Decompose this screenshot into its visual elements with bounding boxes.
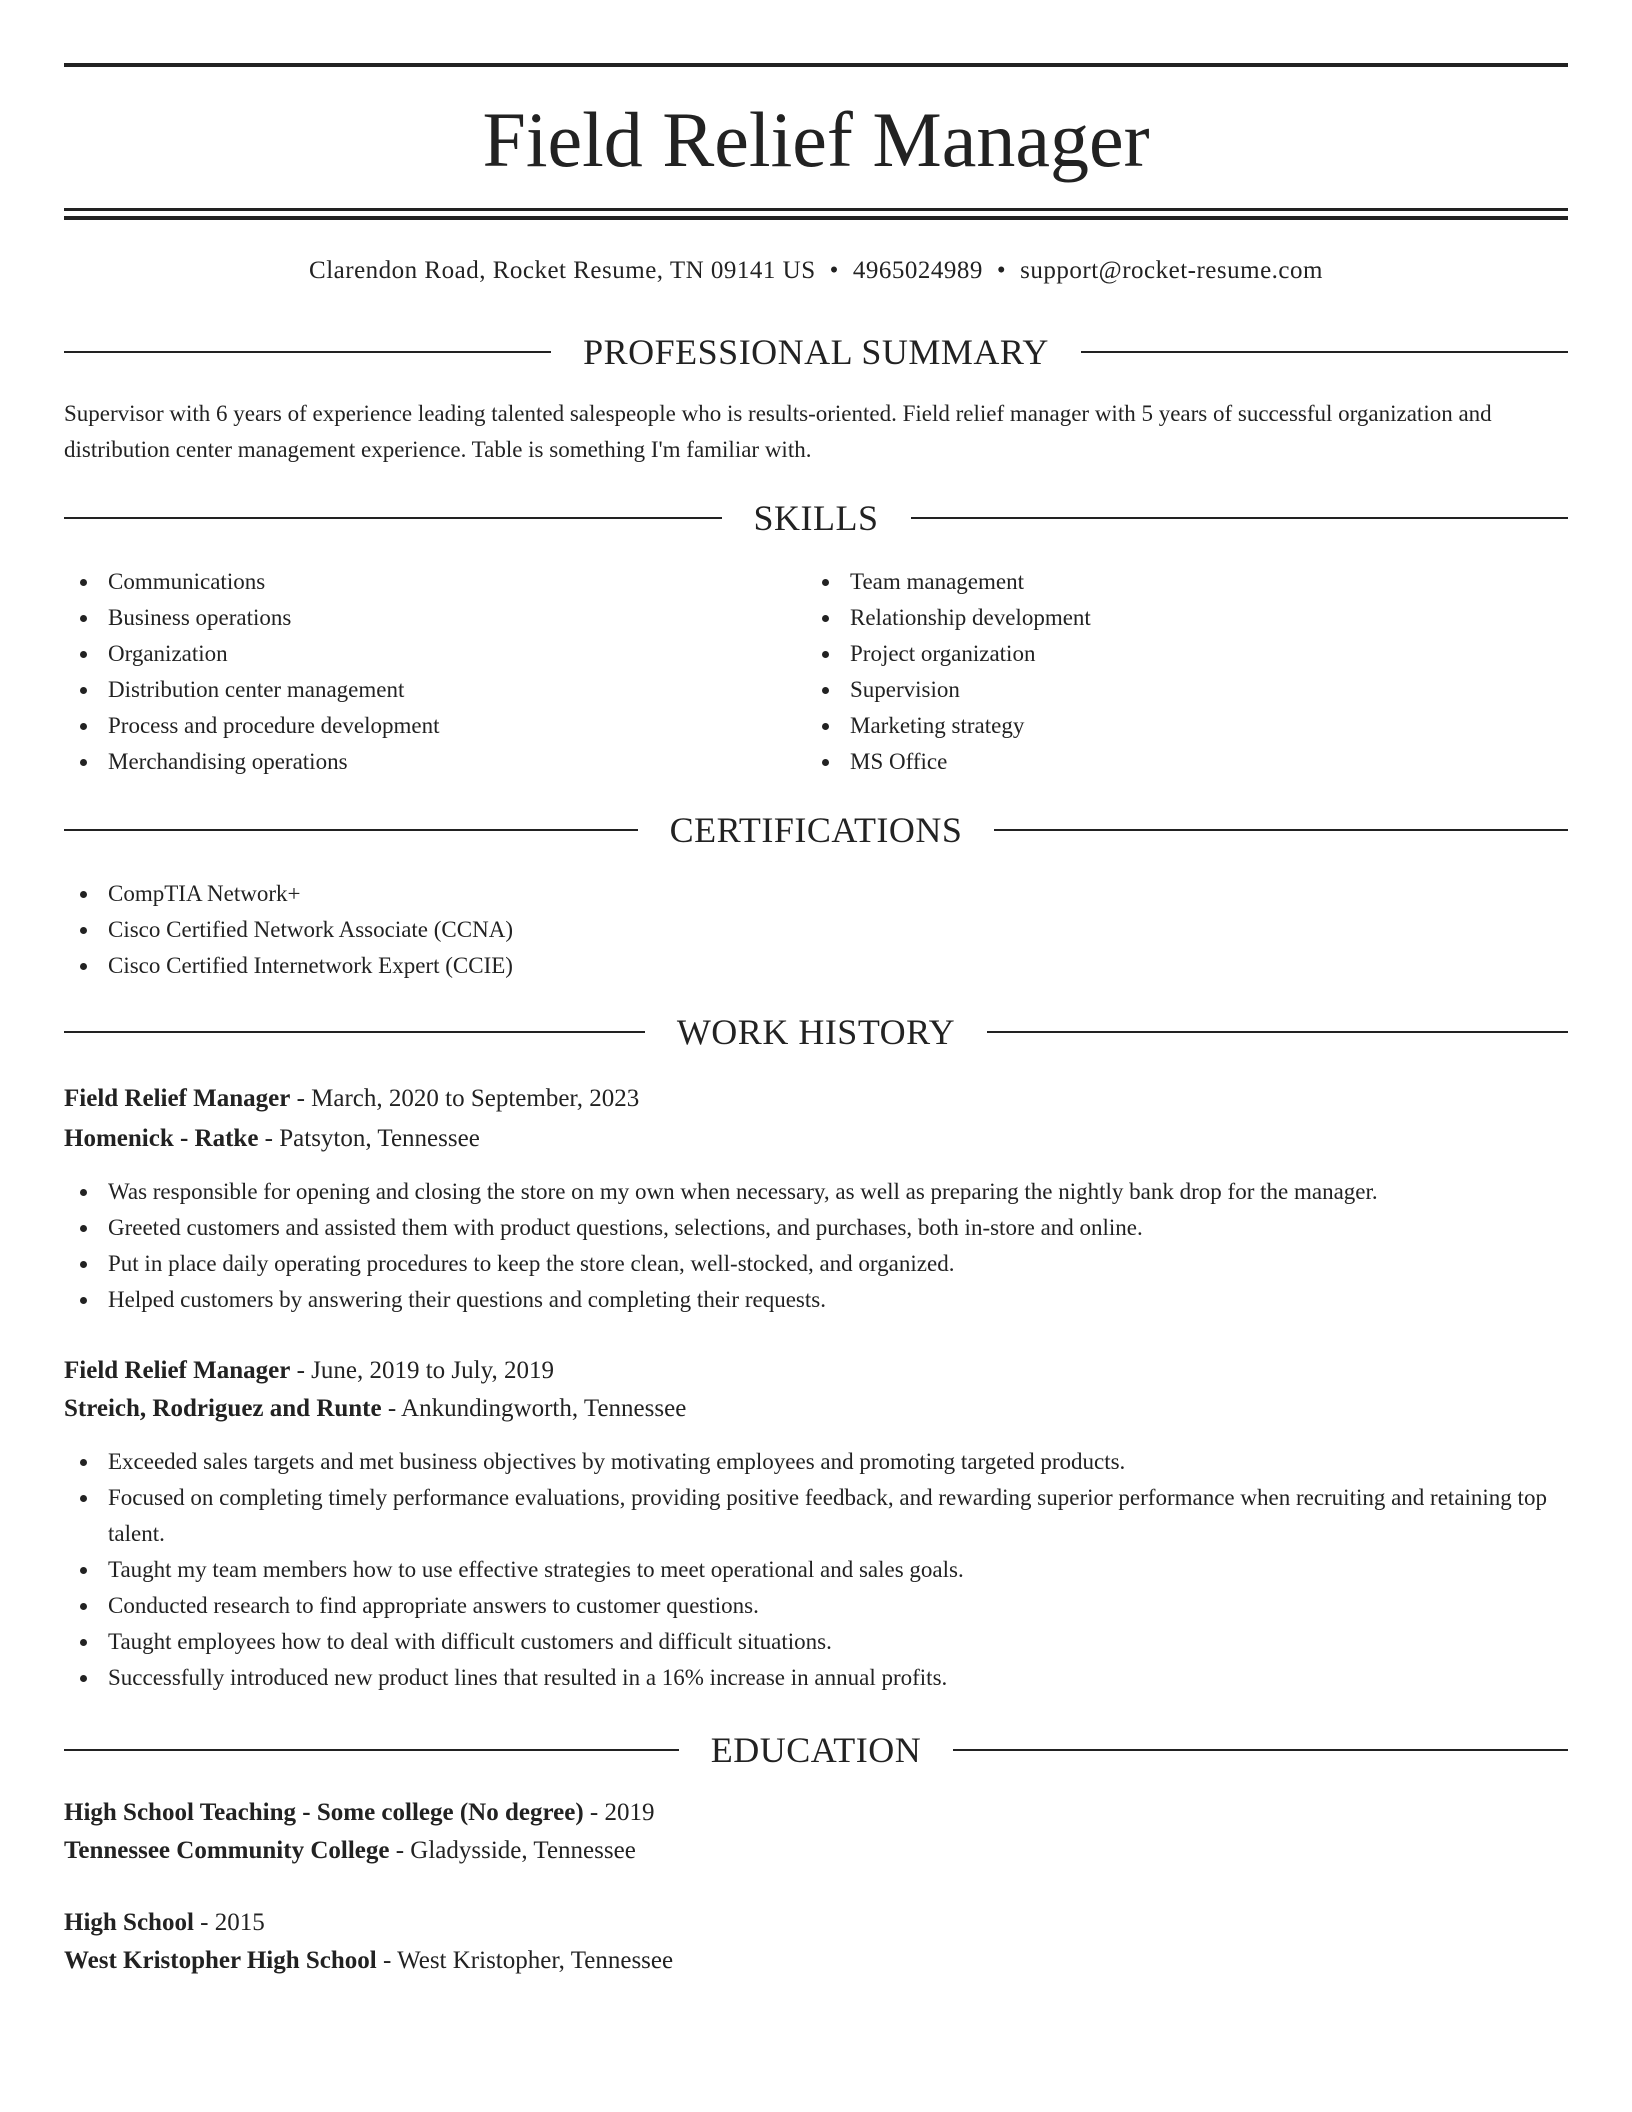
skill-item: Team management	[806, 564, 1546, 600]
skills-list-right	[806, 564, 1546, 780]
certification-item: Cisco Certified Internetwork Expert (CCIE)	[64, 948, 1568, 984]
skill-item: Organization	[64, 636, 804, 672]
job-bullet: Greeted customers and assisted them with product questions, selections, and purchases, both in-store and online.	[64, 1210, 1568, 1246]
section-title: PROFESSIONAL SUMMARY	[583, 332, 1049, 372]
heading-rule	[953, 1749, 1568, 1751]
job-bullet: Successfully introduced new product lines that resulted in a 16% increase in annual profits.	[64, 1660, 1568, 1696]
skill-item: Relationship development	[806, 600, 1546, 636]
education-school: Tennessee Community College	[64, 1837, 390, 1864]
heading-rule	[64, 1749, 679, 1751]
education-school: West Kristopher High School	[64, 1947, 377, 1974]
job-bullet: Taught my team members how to use effective strategies to meet operational and sales goals.	[64, 1552, 1568, 1588]
certification-item: CompTIA Network+	[64, 876, 1568, 912]
job-company-line	[64, 1390, 1568, 1428]
skill-item: Marketing strategy	[806, 708, 1546, 744]
summary-text: Supervisor with 6 years of experience leading talented salespeople who is results-oriented. Field relief manager with 5 years of successful organization and distribution center management experience. Table is something I'm familiar with.	[64, 401, 1492, 462]
skill-item: Process and procedure development	[64, 708, 804, 744]
job-bullet: Conducted research to find appropriate answers to customer questions.	[64, 1588, 1568, 1624]
job-location: - Ankundingworth, Tennessee	[381, 1395, 687, 1422]
resume-name: Field Relief Manager	[482, 96, 1150, 183]
heading-rule	[987, 1031, 1568, 1033]
heading-rule	[994, 829, 1568, 831]
heading-rule	[64, 829, 638, 831]
contact-email: support@rocket-resume.com	[1020, 257, 1323, 284]
certifications-list	[64, 876, 1568, 984]
job-bullet: Taught employees how to deal with difficult customers and difficult situations.	[64, 1624, 1568, 1660]
education-year: - 2019	[583, 1799, 655, 1826]
contact-separator: •	[996, 257, 1007, 284]
education-degree-line	[64, 1904, 1568, 1942]
job-bullets	[64, 1174, 1568, 1318]
job-bullets	[64, 1444, 1568, 1696]
job-dates: - June, 2019 to July, 2019	[290, 1357, 554, 1384]
education-degree: High School Teaching - Some college (No degree)	[64, 1799, 584, 1826]
header-rule-lower	[64, 216, 1568, 220]
skill-item: Project organization	[806, 636, 1546, 672]
section-heading-work	[64, 1010, 1568, 1054]
job-title-line	[64, 1352, 1568, 1390]
contact-separator: •	[829, 257, 839, 284]
job-company: Streich, Rodriguez and Runte	[64, 1395, 382, 1422]
heading-rule	[64, 1031, 645, 1033]
skills-list-left	[64, 564, 804, 780]
skill-item: MS Office	[806, 744, 1546, 780]
job-bullet: Helped customers by answering their questions and completing their requests.	[64, 1282, 1568, 1318]
skill-item: Communications	[64, 564, 804, 600]
heading-rule	[64, 517, 722, 519]
job-location: - Patsyton, Tennessee	[258, 1125, 480, 1152]
education-school-line	[64, 1942, 1568, 1980]
education-school-line	[64, 1832, 1568, 1870]
skill-item: Distribution center management	[64, 672, 804, 708]
job-company-line	[64, 1120, 1568, 1158]
section-title: WORK HISTORY	[676, 1012, 956, 1052]
section-title: SKILLS	[753, 498, 879, 538]
section-heading-summary	[64, 330, 1568, 374]
section-title: EDUCATION	[710, 1730, 922, 1770]
job-company: Homenick - Ratke	[64, 1125, 259, 1152]
skill-item: Supervision	[806, 672, 1546, 708]
heading-rule	[1081, 351, 1568, 353]
contact-phone: 4965024989	[852, 257, 983, 284]
certification-item: Cisco Certified Network Associate (CCNA)	[64, 912, 1568, 948]
job-dates: - March, 2020 to September, 2023	[290, 1085, 640, 1112]
job-bullet: Put in place daily operating procedures to keep the store clean, well-stocked, and organized.	[64, 1246, 1568, 1282]
heading-rule	[64, 351, 551, 353]
section-title: CERTIFICATIONS	[669, 810, 963, 850]
header-rule-upper	[64, 208, 1568, 211]
skill-item: Merchandising operations	[64, 744, 804, 780]
section-heading-education	[64, 1728, 1568, 1772]
education-degree-line	[64, 1794, 1568, 1832]
job-title-line	[64, 1080, 1568, 1118]
heading-rule	[911, 517, 1569, 519]
education-location: - Gladysside, Tennessee	[389, 1837, 636, 1864]
top-rule	[64, 63, 1568, 67]
job-bullet: Exceeded sales targets and met business objectives by motivating employees and promoting targeted products.	[64, 1444, 1568, 1480]
job-bullet: Focused on completing timely performance evaluations, providing positive feedback, and rewarding superior performance when recruiting and retaining top talent.	[64, 1480, 1568, 1552]
contact-address: Clarendon Road, Rocket Resume, TN 09141 US	[309, 257, 816, 284]
education-location: - West Kristopher, Tennessee	[376, 1947, 674, 1974]
section-heading-certifications	[64, 808, 1568, 852]
section-heading-skills	[64, 496, 1568, 540]
job-title: Field Relief Manager	[64, 1085, 291, 1112]
education-year: - 2015	[193, 1909, 265, 1936]
contact-line	[64, 254, 1568, 288]
education-degree: High School	[64, 1909, 194, 1936]
job-title: Field Relief Manager	[64, 1357, 291, 1384]
skill-item: Business operations	[64, 600, 804, 636]
job-bullet: Was responsible for opening and closing the store on my own when necessary, as well as preparing the nightly bank drop for the manager.	[64, 1174, 1568, 1210]
